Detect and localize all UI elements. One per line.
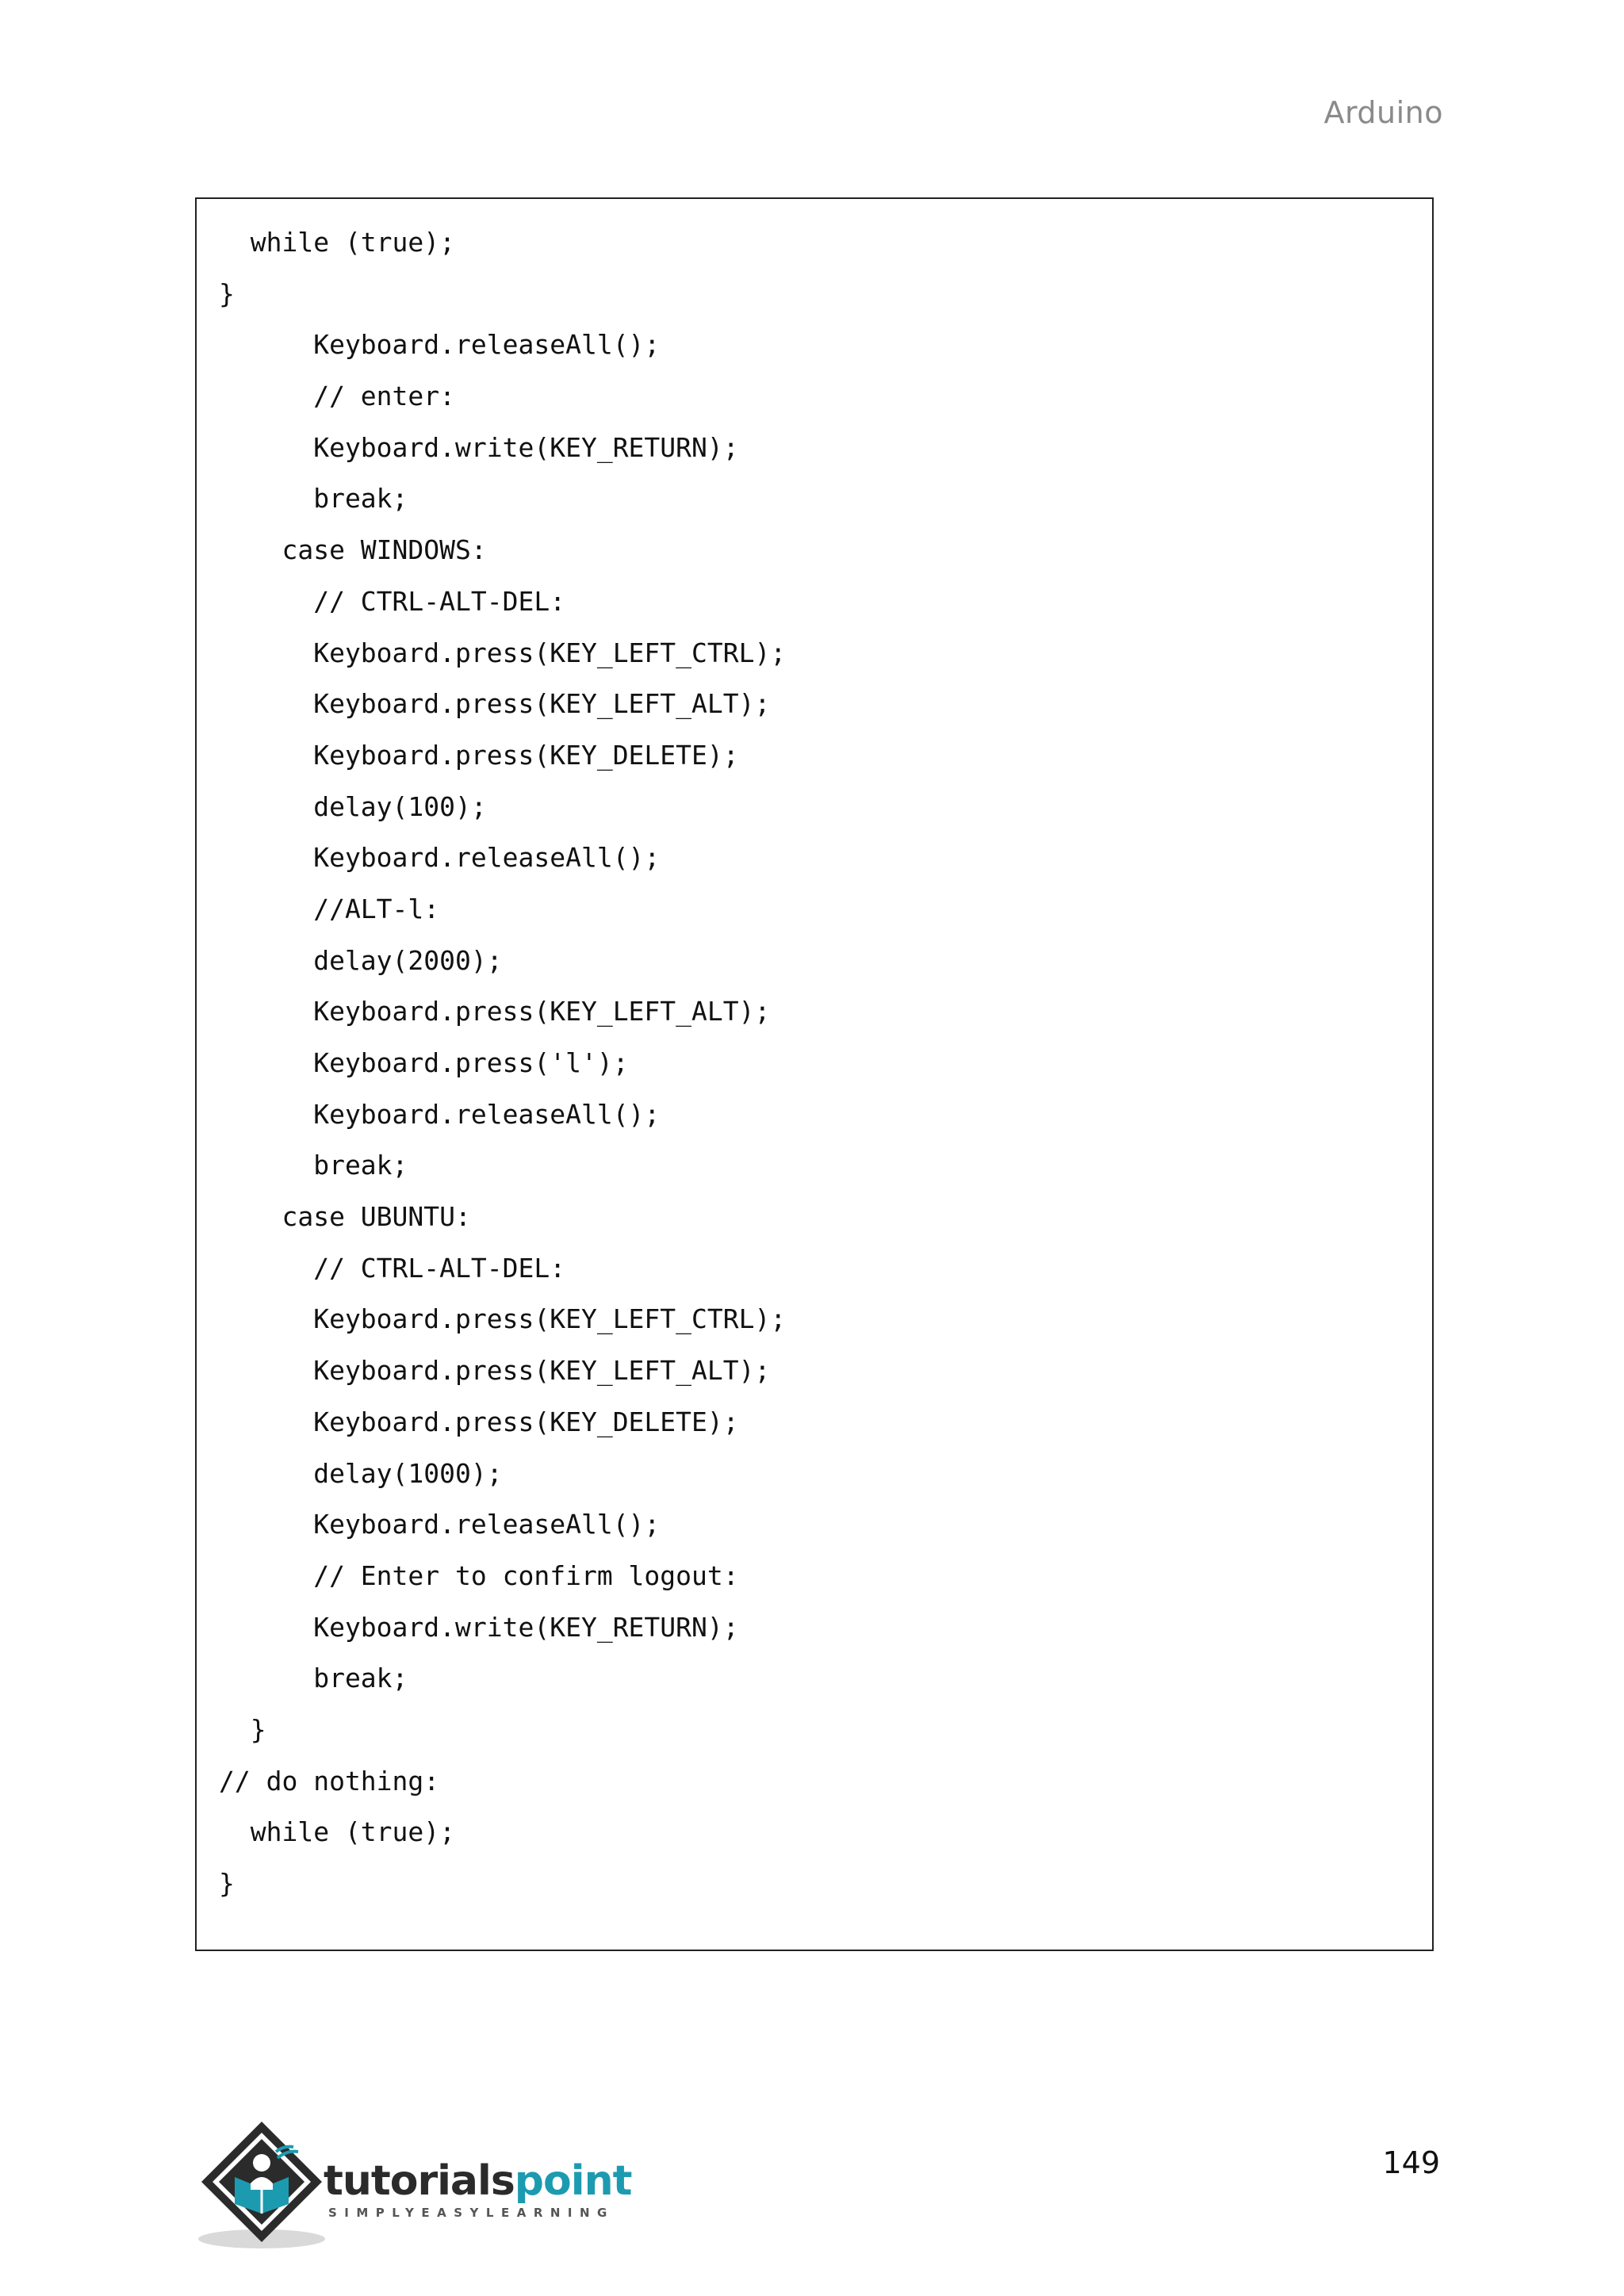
code-line: // do nothing: <box>219 1765 440 1797</box>
code-line: Keyboard.press(KEY_LEFT_ALT); <box>219 1355 771 1387</box>
code-line: while (true); <box>219 227 456 258</box>
code-line: break; <box>219 1663 408 1694</box>
code-line: Keyboard.write(KEY_RETURN); <box>219 431 739 463</box>
code-line: delay(100); <box>219 790 487 822</box>
code-line: } <box>219 1868 235 1899</box>
code-line: Keyboard.press(KEY_LEFT_ALT); <box>219 688 771 720</box>
code-line: Keyboard.releaseAll(); <box>219 1509 661 1540</box>
code-line: delay(2000); <box>219 944 503 976</box>
code-line: } <box>219 277 235 309</box>
tutorialspoint-logo <box>195 2115 639 2252</box>
code-line: Keyboard.press(KEY_DELETE); <box>219 1406 739 1437</box>
code-line: case WINDOWS: <box>219 534 487 566</box>
running-header-title: Arduino <box>1323 95 1443 130</box>
code-line: // Enter to confirm logout: <box>219 1559 739 1591</box>
code-lines <box>219 217 786 1910</box>
logo-wordmark <box>195 2115 639 2252</box>
code-line: Keyboard.releaseAll(); <box>219 842 661 874</box>
page-number: 149 <box>1382 2145 1440 2180</box>
code-line: } <box>219 1713 266 1745</box>
code-line: Keyboard.write(KEY_RETURN); <box>219 1611 739 1643</box>
code-line: //ALT-l: <box>219 893 440 924</box>
code-line: Keyboard.press('l'); <box>219 1047 629 1078</box>
code-line: break; <box>219 1150 408 1181</box>
code-line: Keyboard.press(KEY_LEFT_CTRL); <box>219 1303 787 1335</box>
code-line: Keyboard.releaseAll(); <box>219 329 661 361</box>
code-line: // enter: <box>219 381 456 412</box>
code-line: while (true); <box>219 1816 456 1848</box>
code-line: Keyboard.releaseAll(); <box>219 1098 661 1130</box>
code-line: case UBUNTU: <box>219 1201 471 1233</box>
code-line: // CTRL-ALT-DEL: <box>219 1252 566 1284</box>
code-line: Keyboard.press(KEY_LEFT_CTRL); <box>219 637 787 668</box>
code-line: break; <box>219 483 408 515</box>
code-line: // CTRL-ALT-DEL: <box>219 585 566 617</box>
code-block <box>195 197 1434 1951</box>
code-line: delay(1000); <box>219 1457 503 1489</box>
svg-text:tutorialspoint: tutorialspoint <box>324 2157 632 2205</box>
code-line: Keyboard.press(KEY_LEFT_ALT); <box>219 996 771 1027</box>
svg-text:SIMPLYEASYLEARNING: SIMPLYEASYLEARNING <box>328 2206 615 2220</box>
code-line: Keyboard.press(KEY_DELETE); <box>219 739 739 771</box>
